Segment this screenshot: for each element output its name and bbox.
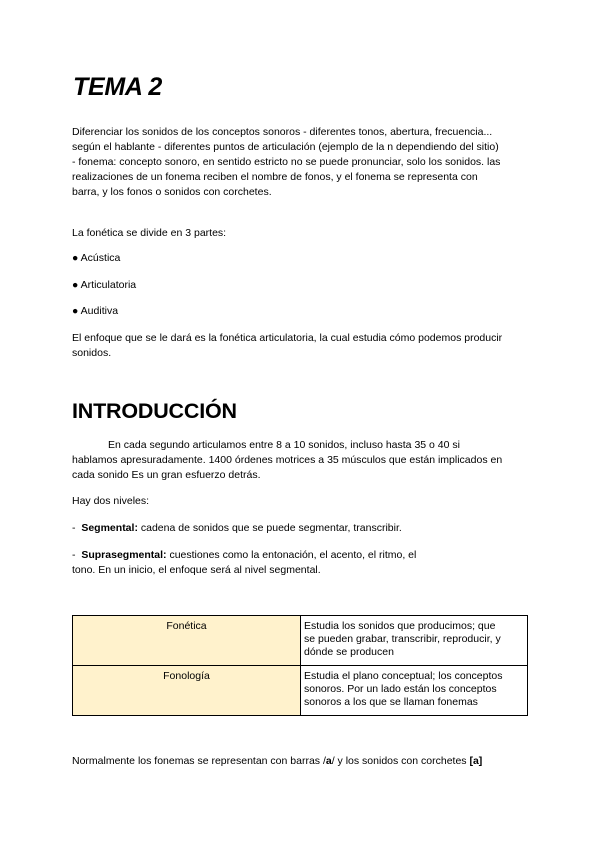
segmental-term: Segmental: xyxy=(81,522,138,534)
levels-intro: Hay dos niveles: xyxy=(72,495,150,507)
segmental-item xyxy=(72,521,542,536)
page-title: TEMA 2 xyxy=(73,73,162,101)
table-definition-cell: Estudia el plano conceptual; los conceptos sonoros. Por un lado están los conceptos sonoros a los que se llaman fonemas xyxy=(301,666,528,716)
suprasegmental-text: cuestiones como la entonación, el acento, el ritmo, el xyxy=(166,549,417,561)
notation-sentence: Normalmente los fonemas se representan con barras /a/ y los sonidos con corchetes [a] xyxy=(72,755,483,767)
paragraph-line: hablamos apresuradamente. 1400 órdenes motrices a 35 músculos que están implicados en xyxy=(72,454,503,466)
dash: - xyxy=(72,522,76,534)
sound-example: [a] xyxy=(469,755,483,767)
dash: - xyxy=(72,549,76,561)
phoneme-example: a xyxy=(325,755,332,767)
paragraph-line: El enfoque que se le dará es la fonética articulatoria, la cual estudia cómo podemos producir xyxy=(72,332,503,344)
paragraph-line: Diferenciar los sonidos de los conceptos sonoros - diferentes tonos, abertura, frecuencia... xyxy=(72,126,493,138)
table-term-cell: Fonología xyxy=(73,666,301,716)
paragraph-line: barra, y los fonos o sonidos con corchetes. xyxy=(72,186,272,198)
paragraph-line: En cada segundo articulamos entre 8 a 10 sonidos, incluso hasta 35 o 40 si xyxy=(108,439,460,451)
table-row xyxy=(73,666,528,716)
phonetics-intro: La fonética se divide en 3 partes: xyxy=(72,227,227,239)
table-definition-cell: Estudia los sonidos que producimos; que se pueden grabar, transcribir, reproducir, y dónde se producen xyxy=(301,616,528,666)
definition-paragraph xyxy=(72,125,542,200)
bullet-item-acoustic: ● Acústica xyxy=(72,252,121,264)
phonetics-phonology-table xyxy=(72,615,528,716)
focus-paragraph xyxy=(72,331,542,361)
paragraph-line: - fonema: concepto sonoro, en sentido estricto no se puede pronunciar, solo los sonidos. las xyxy=(72,156,501,168)
introduction-paragraph xyxy=(72,438,542,483)
paragraph-line: según el hablante - diferentes puntos de articulación (ejemplo de la n dependiendo del sitio) xyxy=(72,141,499,153)
suprasegmental-item xyxy=(72,548,492,578)
paragraph-line: realizaciones de un fonema reciben el nombre de fonos, y el fonema se representa con xyxy=(72,171,478,183)
paragraph-line: sonidos. xyxy=(72,347,112,359)
segmental-text: cadena de sonidos que se puede segmentar, transcribir. xyxy=(137,522,402,534)
section-heading-introduccion: INTRODUCCIÓN xyxy=(72,399,237,423)
suprasegmental-line2: tono. En un inicio, el enfoque será al nivel segmental. xyxy=(72,564,321,576)
suprasegmental-term: Suprasegmental: xyxy=(81,549,167,561)
bullet-item-articulatory: ● Articulatoria xyxy=(72,279,137,291)
paragraph-line: cada sonido Es un gran esfuerzo detrás. xyxy=(72,469,261,481)
table-term-cell: Fonética xyxy=(73,616,301,666)
table-row xyxy=(73,616,528,666)
bullet-item-auditory: ● Auditiva xyxy=(72,305,119,317)
